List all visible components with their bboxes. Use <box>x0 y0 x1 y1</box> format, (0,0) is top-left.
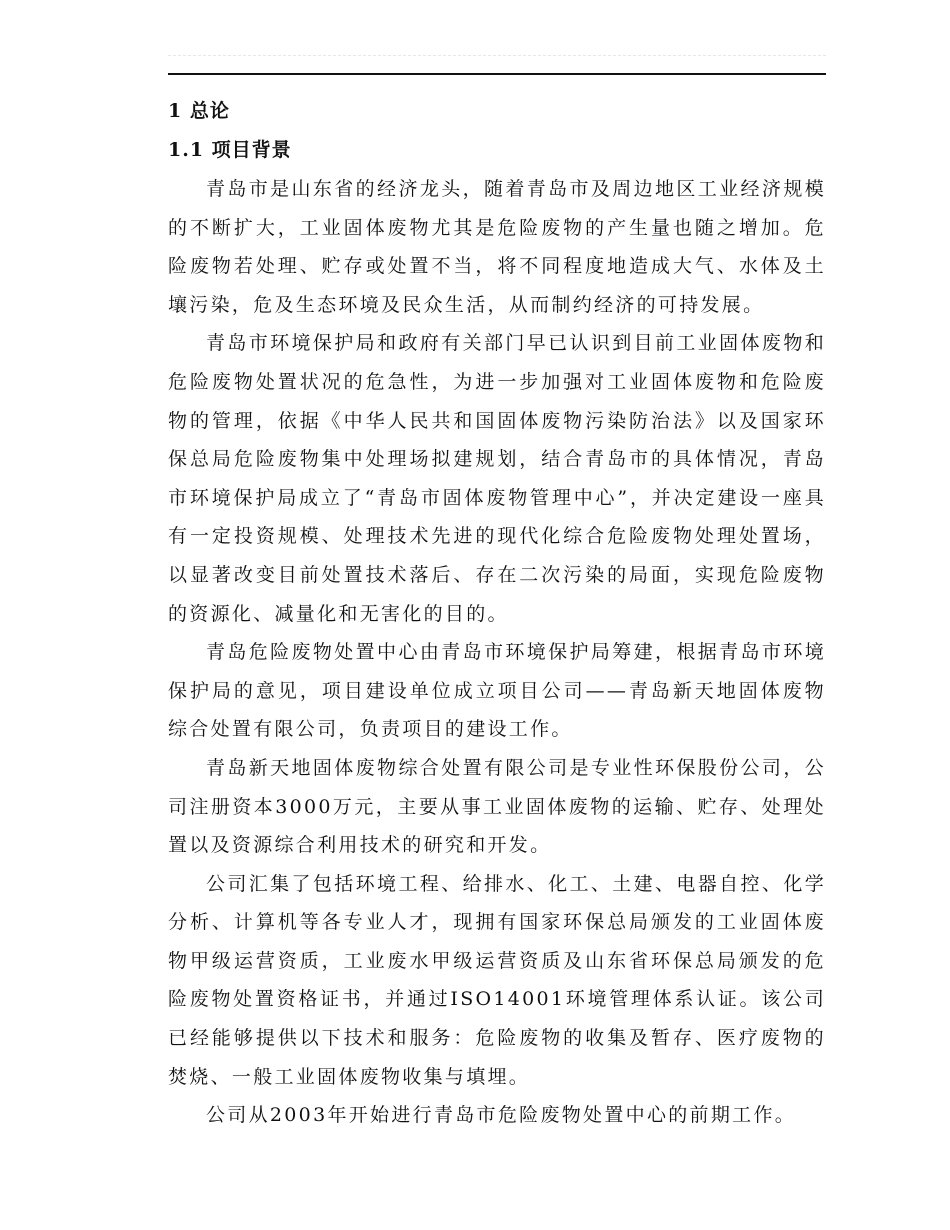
paragraph-5: 公司汇集了包括环境工程、给排水、化工、土建、电器自控、化学分析、计算机等各专业人才，现拥有国家环保总局颁发的工业固体废物甲级运营资质，工业废水甲级运营资质及山东省环保总局颁发的危险废物处置资格证书，并通过ISO14001环境管理体系认证。该公司已经能够提供以下技术和服务：危险废物的收集及暂存、医疗废物的焚烧、一般工业固体废物收集与填埋。 <box>168 872 826 1088</box>
paragraph-6: 公司从2003年开始进行青岛市危险废物处置中心的前期工作。 <box>206 1104 797 1127</box>
subsection-title: 1.1 项目背景 <box>168 139 292 161</box>
document-body <box>168 92 826 1135</box>
paragraph-2: 青岛市环境保护局和政府有关部门早已认识到目前工业固体废物和危险废物处置状况的危急性，为进一步加强对工业固体废物和危险废物的管理，依据《中华人民共和国固体废物污染防治法》以及国家环保总局危险废物集中处理场拟建规划，结合青岛市的具体情况，青岛市环境保护局成立了“青岛市固体废物管理中心”，并决定建设一座具有一定投资规模、处理技术先进的现代化综合危险废物处理处置场，以显著改变目前处置技术落后、存在二次污染的局面，实现危险废物的资源化、减量化和无害化的目的。 <box>168 332 826 625</box>
header-rule <box>168 73 826 75</box>
paragraph-1: 青岛市是山东省的经济龙头，随着青岛市及周边地区工业经济规模的不断扩大，工业固体废物尤其是危险废物的产生量也随之增加。危险废物若处理、贮存或处置不当，将不同程度地造成大气、水体及土壤污染，危及生态环境及民众生活，从而制约经济的可持发展。 <box>168 178 826 316</box>
paragraph-4: 青岛新天地固体废物综合处置有限公司是专业性环保股份公司，公司注册资本3000万元，主要从事工业固体废物的运输、贮存、处理处置以及资源综合利用技术的研究和开发。 <box>168 756 826 857</box>
section-title: 1 总论 <box>168 100 230 122</box>
paragraph-3: 青岛危险废物处置中心由青岛市环境保护局筹建，根据青岛市环境保护局的意见，项目建设单位成立项目公司——青岛新天地固体废物综合处置有限公司，负责项目的建设工作。 <box>168 641 826 741</box>
header-faint-line <box>168 55 826 56</box>
